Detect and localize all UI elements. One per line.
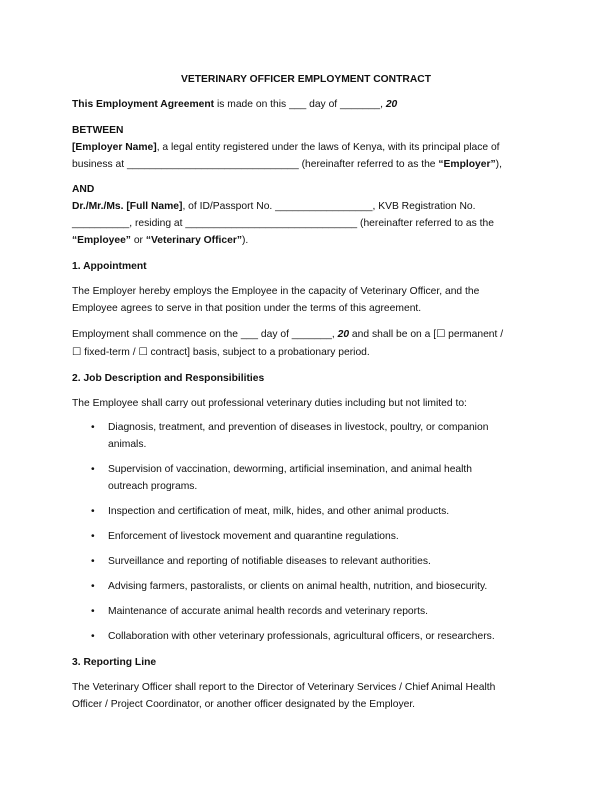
bullet-icon: • (91, 506, 95, 517)
list-item (91, 461, 538, 478)
list-item-continuation: outreach programs. (108, 481, 198, 492)
list-item-text: Supervision of vaccination, deworming, artificial insemination, and animal health (108, 464, 473, 475)
employee-line-2: __________, residing at ______________________________ (hereinafter referred to as the (72, 218, 494, 229)
list-item (91, 553, 538, 570)
bullet-icon: • (91, 556, 95, 567)
intro-year: 20 (385, 99, 398, 110)
commence-year: 20 (337, 329, 350, 340)
list-item (91, 528, 538, 545)
employer-line-2-end: ), (495, 159, 502, 170)
list-item-text: Collaboration with other veterinary professionals, agricultural officers, or researchers. (108, 631, 495, 642)
list-item-text: Maintenance of accurate animal health records and veterinary reports. (108, 606, 428, 617)
commence-text: Employment shall commence on the ___ day of _______, (72, 329, 338, 340)
section-1-para-1-line-1: The Employer hereby employs the Employee in the capacity of Veterinary Officer, and the (72, 286, 480, 297)
employment-type-text: and shall be on a [☐ permanent / (349, 329, 504, 340)
list-item-text: Surveillance and reporting of notifiable diseases to relevant authorities. (108, 556, 431, 567)
section-1-heading: 1. Appointment (72, 261, 147, 272)
bullet-icon: • (91, 422, 95, 433)
section-1-para-1-line-2: Employee agrees to serve in that position under the terms of this agreement. (72, 303, 422, 314)
section-3-line-1: The Veterinary Officer shall report to the Director of Veterinary Services / Chief Animal Health (72, 682, 496, 693)
list-item (91, 603, 538, 620)
list-item (91, 578, 538, 595)
employer-line-2-text: business at ______________________________ (hereinafter referred to as the (72, 159, 439, 170)
between-heading: BETWEEN (72, 125, 124, 136)
list-item-continuation: animals. (108, 439, 147, 450)
list-item-text: Enforcement of livestock movement and quarantine regulations. (108, 531, 399, 542)
section-2-intro: The Employee shall carry out professional veterinary duties including but not limited to: (72, 398, 467, 409)
employee-line-1-text: , of ID/Passport No. _________________, KVB Registration No. (182, 201, 476, 212)
list-item-text: Advising farmers, pastoralists, or clients on animal health, nutrition, and biosecurity. (108, 581, 488, 592)
bullet-icon: • (91, 531, 95, 542)
section-1-para-2-line-2: ☐ fixed-term / ☐ contract] basis, subject to a probationary period. (72, 347, 370, 358)
list-item (91, 419, 538, 436)
document-title: VETERINARY OFFICER EMPLOYMENT CONTRACT (181, 74, 431, 85)
veterinary-officer-ref: “Veterinary Officer” (145, 235, 242, 246)
bullet-icon: • (91, 581, 95, 592)
intro-lead: This Employment Agreement (72, 99, 215, 110)
bullet-icon: • (91, 606, 95, 617)
employer-line-1-text: , a legal entity registered under the laws of Kenya, with its principal place of (156, 142, 500, 153)
list-item (91, 628, 538, 645)
list-item-text: Diagnosis, treatment, and prevention of diseases in livestock, poultry, or companion (108, 422, 489, 433)
section-3-line-2: Officer / Project Coordinator, or another officer designated by the Employer. (72, 699, 416, 710)
employee-ref: “Employee” (72, 235, 131, 246)
section-2-heading: 2. Job Description and Responsibilities (72, 373, 265, 384)
employer-name: [Employer Name] (72, 142, 157, 153)
employer-ref: “Employer” (438, 159, 496, 170)
list-item-text: Inspection and certification of meat, milk, hides, and other animal products. (108, 506, 450, 517)
list-item (91, 503, 538, 520)
intro-text: is made on this ___ day of _______, (214, 99, 386, 110)
employee-name: Dr./Mr./Ms. [Full Name] (72, 201, 183, 212)
employee-line-3-end: ). (242, 235, 249, 246)
section-3-heading: 3. Reporting Line (72, 657, 157, 668)
bullet-icon: • (91, 631, 95, 642)
and-heading: AND (72, 184, 95, 195)
employee-or: or (130, 235, 146, 246)
bullet-icon: • (91, 464, 95, 475)
